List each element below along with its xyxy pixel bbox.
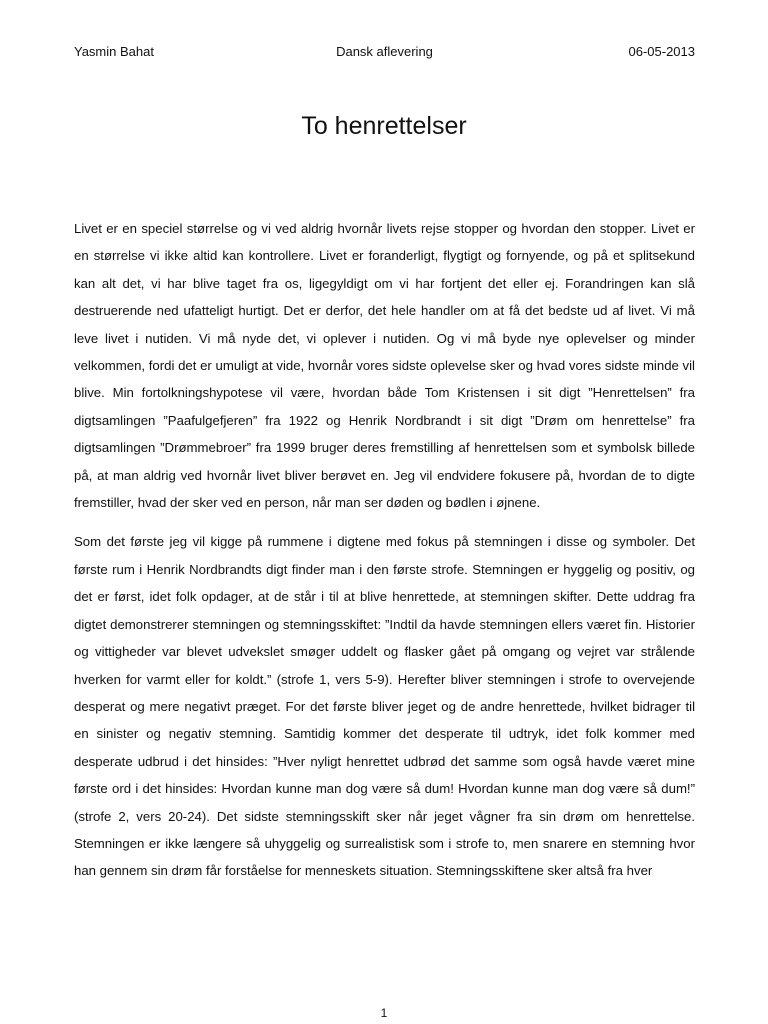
paragraph-1: Livet er en speciel størrelse og vi ved aldrig hvornår livets rejse stopper og hvordan den stopper. Livet er en størrelse vi ikke altid kan kontrollere. Livet er foranderligt, flygtigt og fornyende, og på et splitsekund kan alt det, vi har blive taget fra os, ligegyldigt om vi har fortjent det eller ej. Forandringen kan slå destruerende ned ufatteligt hurtigt. Det er derfor, det hele handler om at få det bedste ud af livet. Vi må leve livet i nutiden. Vi må nyde det, vi oplever i nutiden. Og vi må byde nye oplevelser og minder velkommen, fordi det er umuligt at vide, hvornår vores sidste oplevelse sker og hvad vores sidste minde vil blive. Min fortolkningshypotese vil være, hvordan både Tom Kristensen i sit digt ”Henrettelsen” fra digtsamlingen ”Paafulgefjeren” fra 1922 og Henrik Nordbrandt i sit digt ”Drøm om henrettelse” fra digtsamlingen ”Drømmebroer” fra 1999 bruger deres fremstilling af henrettelsen som et symbolsk billede på, at man aldrig ved hvornår livet bliver berøvet en. Jeg vil endvidere fokusere på, hvordan de to digte fremstiller, hvad der sker ved en person, når man ser døden og bødlen i øjnene. (74, 221, 695, 511)
page-header (74, 44, 695, 64)
paragraph-2: Som det første jeg vil kigge på rummene i digtene med fokus på stemningen i disse og symboler. Det første rum i Henrik Nordbrandts digt finder man i den første strofe. Stemningen er hyggelig og positiv, og det er først, idet folk opdager, at de står i til at blive henrettede, at stemningen skifter. Dette uddrag fra digtet demonstrerer stemningen og stemningsskiftet: ”Indtil da havde stemningen ellers været fin. Historier og vittigheder var blevet udvekslet smøger uddelt og flasker gået på omgang og vejret var strålende hverken for varmt eller for koldt.” (strofe 1, vers 5-9). Herefter bliver stemningen i strofe to overvejende desperat og mere negativt præget. For det første bliver jeget og de andre henrettede, hvilket bidrager til en sinister og negativ stemning. Samtidig kommer det desperate til udtryk, idet folk kommer med desperate udbrud i det hinsides: ”Hver nyligt henrettet udbrød det samme som også havde været mine første ord i det hinsides: Hvordan kunne man dog være så dum! Hvordan kunne man dog være så dum!” (strofe 2, vers 20-24). Det sidste stemningsskift sker når jeget vågner fra sin drøm om henrettelse. Stemningen er ikke længere så uhyggelig og surrealistisk som i strofe to, men snarere en stemning hvor han gennem sin drøm får forståelse for menneskets situation. Stemningsskiftene sker altså fra hver (74, 534, 695, 879)
header-author: Yasmin Bahat (74, 44, 154, 59)
document-title: To henrettelser (301, 112, 467, 140)
page-number: 1 (380, 1006, 388, 1020)
document-body (74, 215, 695, 897)
header-date: 06-05-2013 (628, 44, 695, 59)
header-subject: Dansk aflevering (336, 44, 433, 59)
